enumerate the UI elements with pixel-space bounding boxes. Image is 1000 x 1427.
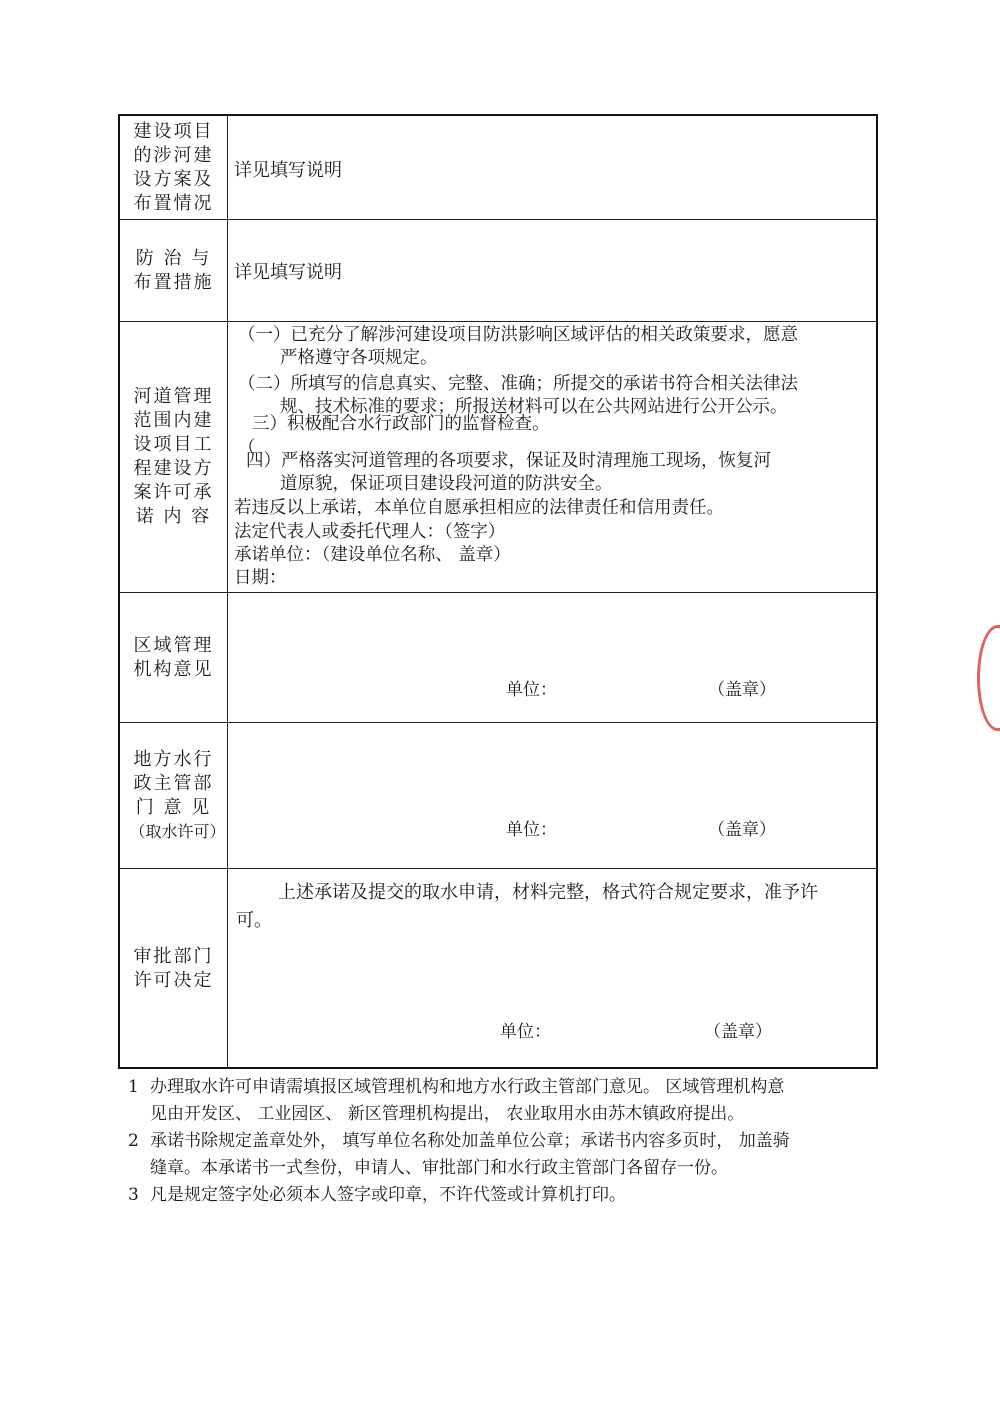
label-line: 审批部门: [133, 946, 214, 967]
commitment-2-line-2: 规、技术标准的要求；所报送材料可以在公共网站进行公开公示。: [280, 397, 788, 417]
committing-unit[interactable]: 承诺单位：（建设单位名称、 盖章）: [234, 545, 511, 565]
label-line: 程建设方: [133, 458, 214, 479]
row-prevention-measures: [120, 220, 876, 322]
label-prevention-measures: [120, 220, 228, 321]
value-construction-plan: 详见填写说明: [234, 160, 342, 181]
footnote-number: 2: [128, 1131, 139, 1151]
regional-unit-label: 单位：: [506, 680, 557, 700]
label-line: 防 治 与: [135, 247, 212, 269]
commitment-1-line-1: （一）已充分了解涉河建设项目防洪影响区域评估的相关政策要求，愿意: [238, 325, 798, 345]
footnote-line: 办理取水许可申请需填报区域管理机构和地方水行政主管部门意见。 区域管理机构意: [150, 1077, 785, 1097]
label-regional-opinion: [120, 593, 228, 722]
label-line: 地方水行: [133, 748, 214, 770]
footnote-line: 凡是规定签字处必须本人签字或印章，不许代签或计算机打印。: [150, 1185, 626, 1205]
label-line: 门 意 见: [135, 796, 212, 818]
label-line: 诺 内 容: [135, 506, 212, 527]
label-approval-decision: [120, 869, 228, 1069]
local-seal-label: （盖章）: [708, 820, 776, 840]
footnote-line: 缝章。本承诺书一式叁份，申请人、审批部门和水行政主管部门各留存一份。: [150, 1158, 728, 1178]
approval-unit-label: 单位：: [500, 1022, 551, 1042]
regional-opinion-cell[interactable]: [228, 593, 876, 722]
footnote-line: 承诺书除规定盖章处外， 填写单位名称处加盖单位公章；承诺书内容多页时， 加盖骑: [150, 1131, 790, 1151]
footnote-number: 3: [128, 1185, 139, 1205]
label-line: 机构意见: [133, 658, 214, 680]
label-line: 建设项目: [133, 120, 214, 142]
label-local-water-opinion: [120, 723, 228, 868]
value-prevention-measures-cell[interactable]: [228, 220, 876, 321]
approval-decision-line-1: 上述承诺及提交的取水申请，材料完整，格式符合规定要求，准予许: [278, 882, 818, 903]
legal-representative-signature[interactable]: 法定代表人或委托代理人：（签字）: [234, 522, 506, 542]
row-commitment: [120, 322, 876, 593]
commitment-4-line-2: 道原貌，保证项目建设段河道的防洪安全。: [280, 474, 613, 494]
label-line: 布置措施: [133, 271, 214, 293]
label-line: 区域管理: [133, 634, 214, 656]
commitment-date[interactable]: 日期：: [234, 568, 287, 588]
footnote-1: [128, 1074, 888, 1128]
commitment-2-line-1: （二）所填写的信息真实、完整、准确；所提交的承诺书符合相关法律法: [238, 374, 798, 394]
footnote-line: 见由开发区、 工业园区、 新区管理机构提出， 农业取用水由苏木镇政府提出。: [150, 1104, 745, 1124]
commitment-1-line-2: 严格遵守各项规定。: [280, 348, 438, 368]
label-commitment: [120, 322, 228, 592]
commitment-content: [228, 322, 876, 592]
commitment-4-line-1: 四）严格落实河道管理的各项要求，保证及时清理施工现场，恢复河: [246, 451, 771, 471]
value-construction-plan-cell[interactable]: [228, 116, 876, 219]
label-line: 案许可承: [133, 482, 214, 503]
label-line: 布置情况: [133, 192, 214, 214]
footnote-3: [128, 1182, 888, 1209]
local-water-opinion-cell[interactable]: [228, 723, 876, 868]
liability-statement: 若违反以上承诺，本单位自愿承担相应的法律责任和信用责任。: [234, 498, 724, 518]
label-line: 河道管理: [133, 386, 214, 407]
approval-decision-line-2: 可。: [236, 910, 272, 931]
approval-decision-cell[interactable]: [228, 869, 876, 1069]
commitment-4-paren: （: [238, 438, 256, 458]
row-approval-decision: [120, 869, 876, 1069]
approval-seal-label: （盖章）: [704, 1022, 772, 1042]
label-construction-plan: [120, 116, 228, 219]
local-unit-label: 单位：: [506, 820, 557, 840]
commitment-3: 三）积极配合水行政部门的监督检查。: [252, 414, 550, 434]
label-line: 设项目工: [133, 434, 214, 455]
footnotes: [128, 1074, 888, 1209]
value-prevention-measures: 详见填写说明: [234, 262, 342, 283]
label-line: 设方案及: [133, 168, 214, 190]
application-form-table: [118, 114, 878, 1069]
row-construction-plan: [120, 116, 876, 220]
label-line: （取水许可）: [129, 821, 226, 841]
label-line: 的涉河建: [133, 144, 214, 166]
footnote-2: [128, 1128, 888, 1182]
label-line: 范围内建: [133, 410, 214, 431]
row-local-water-opinion: [120, 723, 876, 869]
label-line: 许可决定: [133, 970, 214, 991]
regional-seal-label: （盖章）: [708, 680, 776, 700]
label-line: 政主管部: [133, 772, 214, 794]
red-seal-stamp-icon: [977, 625, 1000, 731]
footnote-number: 1: [128, 1077, 139, 1097]
row-regional-opinion: [120, 593, 876, 723]
